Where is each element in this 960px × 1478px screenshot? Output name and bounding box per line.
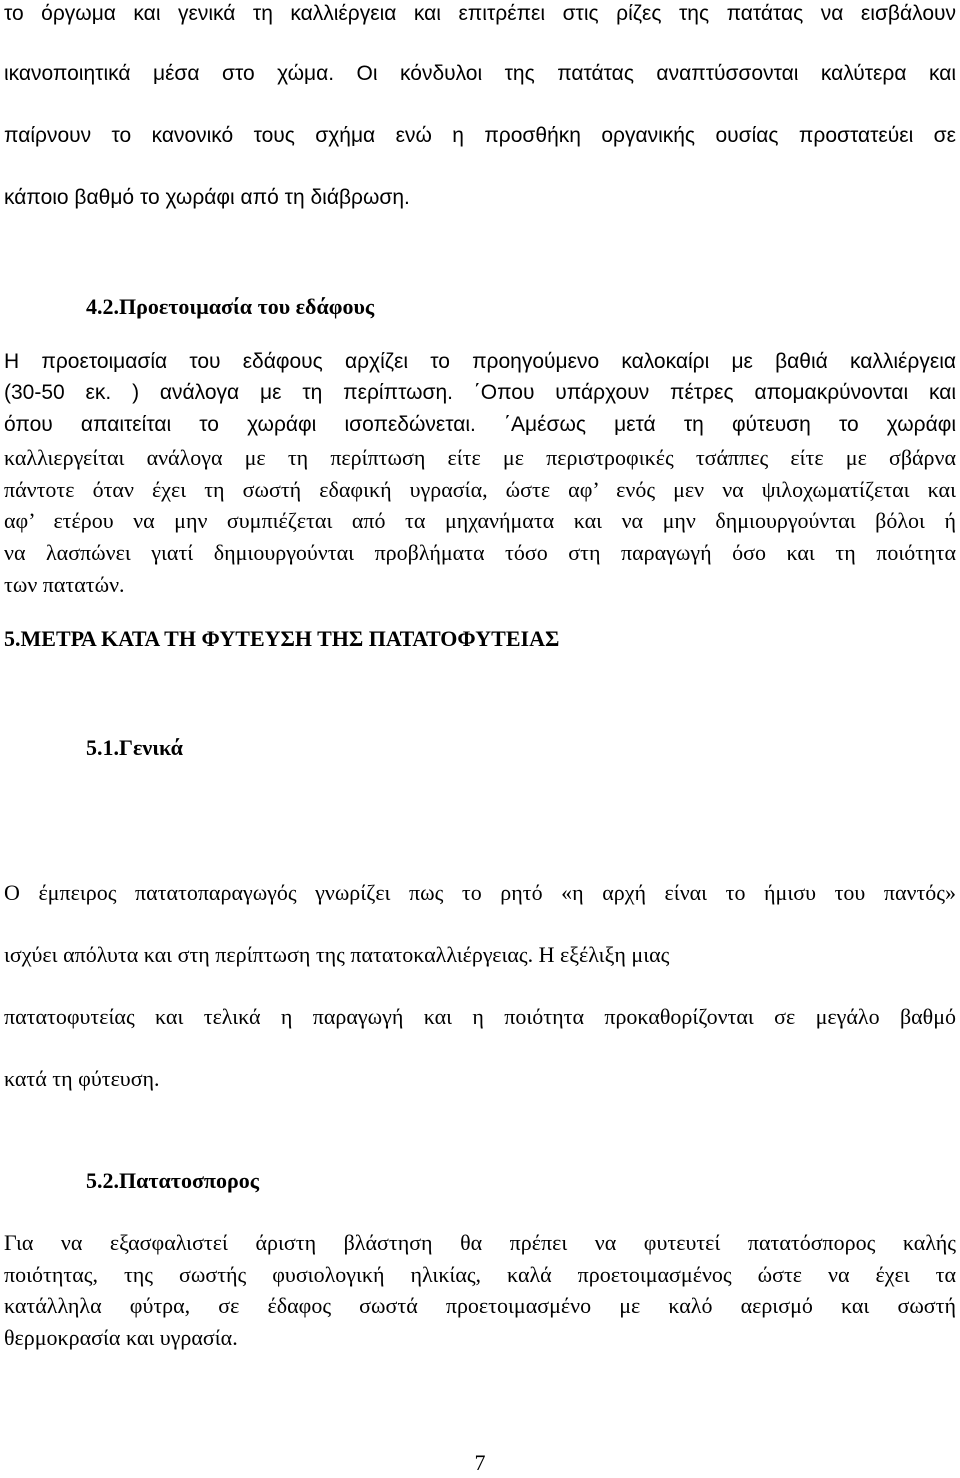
paragraph-line: Η προετοιμασία του εδάφους αρχίζει το προηγούμενο καλοκαίρι με βαθιά καλλιέργεια (4, 350, 956, 373)
section-heading-5-1: 5.1.Γενικά (86, 735, 183, 760)
paragraph-line: Για να εξασφαλιστεί άριστη βλάστηση θα πρέπει να φυτευτεί πατατόσπορος καλής (4, 1230, 956, 1255)
paragraph-line: κατά τη φύτευση. (4, 1066, 160, 1091)
paragraph-line: ισχύει απόλυτα και στη περίπτωση της πατατοκαλλιέργειας. Η εξέλιξη μιας (4, 942, 670, 967)
page-number: 7 (474, 1450, 486, 1475)
paragraph-line: Ο έμπειρος πατατοπαραγωγός γνωρίζει πως το ρητό «η αρχή είναι το ήμισυ του παντός» (4, 880, 956, 905)
section-heading-4-2: 4.2.Προετοιμασία του εδάφους (86, 294, 375, 319)
section-heading-5: 5.ΜΕΤΡΑ ΚΑΤΑ ΤΗ ΦΥΤΕΥΣΗ ΤΗΣ ΠΑΤΑΤΟΦΥΤΕΙΑΣ (4, 626, 560, 651)
paragraph-line: να λασπώνει γιατί δημιουργούνται προβλήματα τόσο στη παραγωγή όσο και τη ποιότητα (4, 540, 956, 565)
paragraph-line: ικανοποιητικά μέσα στο χώμα. Οι κόνδυλοι της πατάτας αναπτύσσονται καλύτερα και (4, 62, 956, 85)
paragraph-line: αφ’ ετέρου να μην συμπιέζεται από τα μηχανήματα και να μην δημιουργούνται βόλοι ή (4, 508, 956, 533)
paragraph-line: πάντοτε όταν έχει τη σωστή εδαφική υγρασία, ώστε αφ’ ενός μεν να ψιλοχωματίζεται και (4, 477, 956, 502)
paragraph-line: κάποιο βαθμό το χωράφι από τη διάβρωση. (4, 186, 410, 209)
paragraph-line: ποιότητας, της σωστής φυσιολογική ηλικίας, καλά προετοιμασμένος ώστε να έχει τα (4, 1262, 956, 1287)
paragraph-line: θερμοκρασία και υγρασία. (4, 1325, 238, 1350)
paragraph-line: καλλιεργείται ανάλογα με τη περίπτωση είτε με περιστροφικές τσάππες είτε με σβάρνα (4, 445, 956, 470)
paragraph-line: το όργωμα και γενικά τη καλλιέργεια και επιτρέπει στις ρίζες της πατάτας να εισβάλουν (4, 2, 956, 25)
paragraph-line: όπου απαιτείται το χωράφι ισοπεδώνεται. ΄Αμέσως μετά τη φύτευση το χωράφι (4, 413, 956, 436)
paragraph-line: (30-50 εκ. ) ανάλογα με τη περίπτωση. ΄Οπου υπάρχουν πέτρες απομακρύνονται και (4, 381, 956, 404)
paragraph-line: κατάλληλα φύτρα, σε έδαφος σωστά προετοιμασμένο με καλό αερισμό και σωστή (4, 1293, 956, 1318)
section-heading-5-2: 5.2.Πατατοσπορος (86, 1168, 260, 1193)
paragraph-line: πατατοφυτείας και τελικά η παραγωγή και η ποιότητα προκαθορίζονται σε μεγάλο βαθμό (4, 1004, 956, 1029)
paragraph-line: των πατατών. (4, 572, 125, 597)
paragraph-line: παίρνουν το κανονικό τους σχήμα ενώ η προσθήκη οργανικής ουσίας προστατεύει σε (4, 124, 956, 147)
